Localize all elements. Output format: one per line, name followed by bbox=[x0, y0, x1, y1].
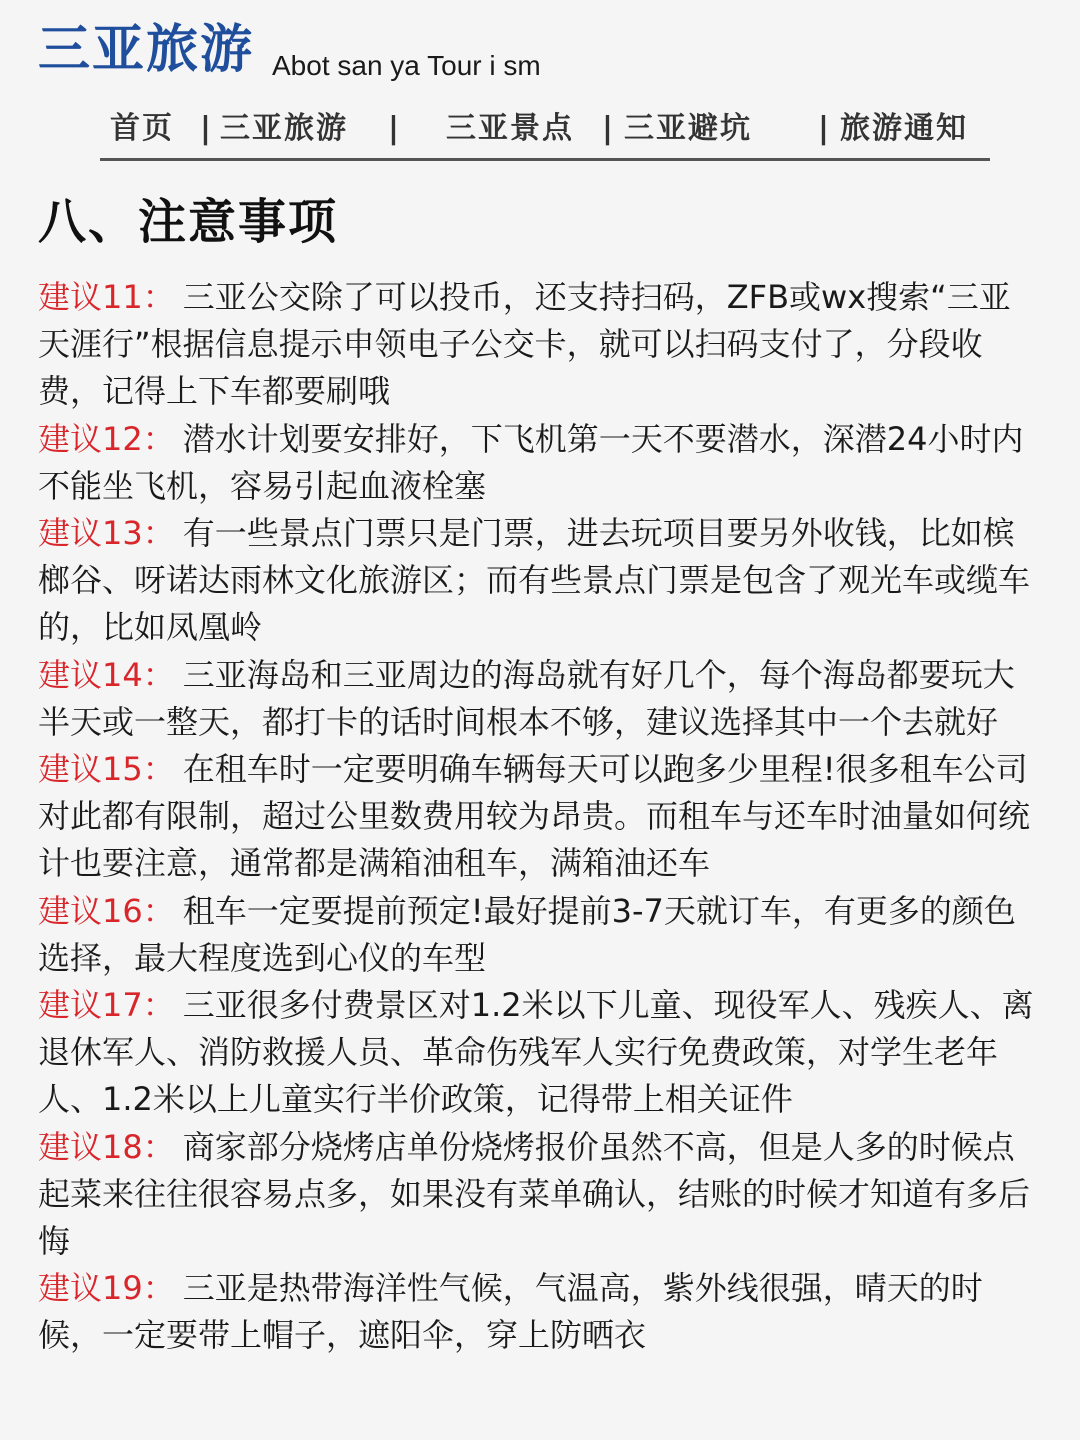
nav-item-sanya-attractions[interactable]: 三亚景点 bbox=[446, 111, 574, 146]
tip-label-separator: ： bbox=[142, 750, 175, 789]
tip-label: 建议11 bbox=[38, 278, 143, 316]
tip-label-separator: ： bbox=[142, 514, 175, 553]
tip-item bbox=[38, 1124, 1042, 1266]
tip-text: 租车一定要提前预定!最好提前3-7天就订车，有更多的颜色选择，最大程度选到心仪的车型 bbox=[38, 891, 1016, 977]
nav-separator: | bbox=[388, 111, 399, 146]
tip-label-separator: ： bbox=[142, 278, 175, 316]
tip-item bbox=[38, 746, 1042, 888]
tip-label-separator: ： bbox=[142, 419, 175, 458]
tip-label: 建议15 bbox=[38, 750, 143, 789]
tip-text: 三亚是热带海洋性气候，气温高，紫外线很强，晴天的时候，一定要带上帽子，遮阳伞，穿上防晒衣 bbox=[38, 1269, 983, 1355]
tip-label-separator: ： bbox=[142, 891, 175, 930]
tip-text: 潜水计划要安排好，下飞机第一天不要潜水，深潜24小时内不能坐飞机，容易引起血液栓塞 bbox=[38, 419, 1024, 505]
tip-text: 在租车时一定要明确车辆每天可以跑多少里程!很多租车公司对此都有限制，超过公里数费用较为昂贵。而租车与还车时油量如何统计也要注意，通常都是满箱油租车，满箱油还车 bbox=[38, 750, 1031, 883]
tip-label-separator: ： bbox=[142, 1269, 175, 1308]
tip-item bbox=[38, 888, 1042, 982]
nav-item-sanya-tourism[interactable]: 三亚旅游 bbox=[220, 111, 348, 146]
nav-underline bbox=[100, 158, 990, 161]
nav-item-travel-notice[interactable]: 旅游通知 bbox=[840, 111, 968, 146]
tip-label-separator: ： bbox=[142, 655, 175, 694]
tip-item bbox=[38, 652, 1042, 746]
tip-item bbox=[38, 510, 1042, 652]
nav-separator: | bbox=[200, 111, 211, 146]
tip-label: 建议17 bbox=[38, 986, 143, 1025]
tip-label: 建议12 bbox=[38, 419, 143, 458]
tip-label-separator: ： bbox=[142, 1127, 175, 1166]
brand-title: 三亚旅游 bbox=[38, 20, 255, 80]
tip-label: 建议19 bbox=[38, 1269, 143, 1308]
nav-separator: | bbox=[602, 111, 613, 146]
tip-label: 建议13 bbox=[38, 514, 143, 553]
section-title: 八、注意事项 bbox=[38, 194, 339, 250]
top-nav bbox=[100, 106, 990, 156]
tip-label-separator: ： bbox=[142, 986, 175, 1025]
nav-item-sanya-pitfalls[interactable]: 三亚避坑 bbox=[624, 111, 752, 146]
tip-item bbox=[38, 1265, 1042, 1359]
tip-text: 三亚海岛和三亚周边的海岛就有好几个，每个海岛都要玩大半天或一整天，都打卡的话时间根本不够，建议选择其中一个去就好 bbox=[38, 655, 1015, 741]
tip-text: 三亚公交除了可以投币，还支持扫码，ZFB或wx搜索“三亚天涯行”根据信息提示申领电子公交卡，就可以扫码支付了，分段收费，记得上下车都要刷哦 bbox=[38, 278, 1011, 411]
tip-item bbox=[38, 274, 1042, 416]
nav-separator: | bbox=[818, 111, 829, 146]
tip-text: 有一些景点门票只是门票，进去玩项目要另外收钱，比如槟榔谷、呀诺达雨林文化旅游区；而有些景点门票是包含了观光车或缆车的，比如凤凰岭 bbox=[38, 514, 1031, 647]
tip-text: 三亚很多付费景区对1.2米以下儿童、现役军人、残疾人、离退休军人、消防救援人员、革命伤残军人实行免费政策，对学生老年人、1.2米以上儿童实行半价政策，记得带上相关证件 bbox=[38, 986, 1034, 1119]
tip-item bbox=[38, 416, 1042, 510]
nav-item-home[interactable]: 首页 bbox=[110, 111, 174, 146]
tip-label: 建议16 bbox=[38, 891, 143, 930]
tip-text: 商家部分烧烤店单份烧烤报价虽然不高，但是人多的时候点起菜来往往很容易点多，如果没有菜单确认，结账的时候才知道有多后悔 bbox=[38, 1127, 1031, 1261]
brand-subtitle: Abot san ya Tour i sm bbox=[272, 50, 541, 81]
tips-list bbox=[38, 274, 1042, 1360]
tip-label: 建议14 bbox=[38, 655, 143, 694]
tip-label: 建议18 bbox=[38, 1127, 143, 1166]
tip-item bbox=[38, 982, 1042, 1124]
